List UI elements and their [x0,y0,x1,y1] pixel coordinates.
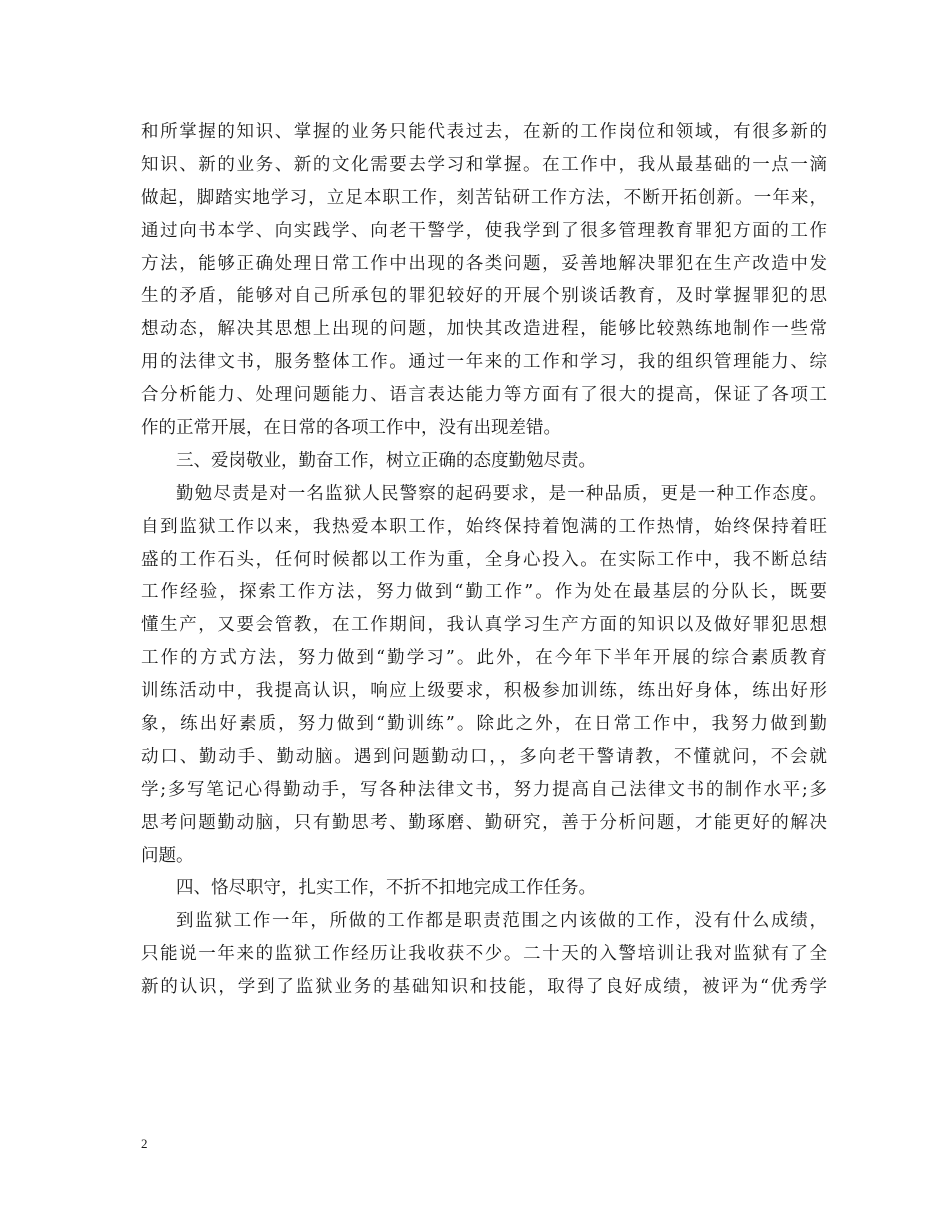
text-line: 只能说一年来的监狱工作经历让我收获不少。二十天的入警培训让我对监狱有了全 [141,944,827,965]
page-number: 2 [141,1136,148,1151]
text-line: 勤勉尽责是对一名监狱人民警察的起码要求，是一种品质，更是一种工作态度。 [176,483,827,504]
text-line: 做起，脚踏实地学习，立足本职工作，刻苦钻研工作方法，不断开拓创新。一年来， [141,187,827,208]
text-line: 自到监狱工作以来，我热爱本职工作，始终保持着饱满的工作热情，始终保持着旺 [141,516,827,537]
text-line: 到监狱工作一年，所做的工作都是职责范围之内该做的工作，没有什么成绩， [176,911,827,932]
text-line: 工作经验，探索工作方法，努力做到“勤工作”。作为处在最基层的分队长，既要 [141,582,827,603]
text-line: 问题。 [141,845,194,866]
text-line: 合分析能力、处理问题能力、语言表达能力等方面有了很大的提高，保证了各项工 [141,385,827,406]
text-line: 想动态，解决其思想上出现的问题，加快其改造进程，能够比较熟练地制作一些常 [141,319,827,340]
text-line: 工作的方式方法，努力做到“勤学习”。此外，在今年下半年开展的综合素质教育 [141,648,827,669]
text-line: 新的认识，学到了监狱业务的基础知识和技能，取得了良好成绩，被评为“优秀学 [141,977,827,998]
text-line: 动口、勤动手、勤动脑。遇到问题勤动口，，多向老干警请教，不懂就问，不会就 [141,746,827,767]
text-line: 盛的工作石头，任何时候都以工作为重，全身心投入。在实际工作中，我不断总结 [141,549,827,570]
text-line: 学;多写笔记心得勤动手，写各种法律文书，努力提高自己法律文书的制作水平;多 [141,779,827,800]
text-line: 象，练出好素质，努力做到“勤训练”。除此之外，在日常工作中，我努力做到勤 [141,714,827,735]
text-line: 四、恪尽职守，扎实工作，不折不扣地完成工作任务。 [176,878,596,899]
text-line: 懂生产，又要会管教，在工作期间，我认真学习生产方面的知识以及做好罪犯思想 [141,615,827,636]
text-line: 和所掌握的知识、掌握的业务只能代表过去，在新的工作岗位和领域，有很多新的 [141,122,827,142]
text-line: 知识、新的业务、新的文化需要去学习和掌握。在工作中，我从最基础的一点一滴 [141,154,827,175]
body-text [141,116,827,1004]
text-line: 训练活动中，我提高认识，响应上级要求，积极参加训练，练出好身体，练出好形 [141,681,827,702]
text-line: 方法，能够正确处理日常工作中出现的各类问题，妥善地解决罪犯在生产改造中发 [141,253,827,274]
text-line: 用的法律文书，服务整体工作。通过一年来的工作和学习，我的组织管理能力、综 [141,352,827,373]
text-line: 通过向书本学、向实践学、向老干警学，使我学到了很多管理教育罪犯方面的工作 [141,220,827,241]
text-line: 三、爱岗敬业，勤奋工作，树立正确的态度勤勉尽责。 [176,450,596,471]
text-line: 生的矛盾，能够对自己所承包的罪犯较好的开展个别谈话教育，及时掌握罪犯的思 [141,286,827,307]
text-line: 思考问题勤动脑，只有勤思考、勤琢磨、勤研究，善于分析问题，才能更好的解决 [141,812,827,833]
text-line: 作的正常开展，在日常的各项工作中，没有出现差错。 [141,418,561,439]
